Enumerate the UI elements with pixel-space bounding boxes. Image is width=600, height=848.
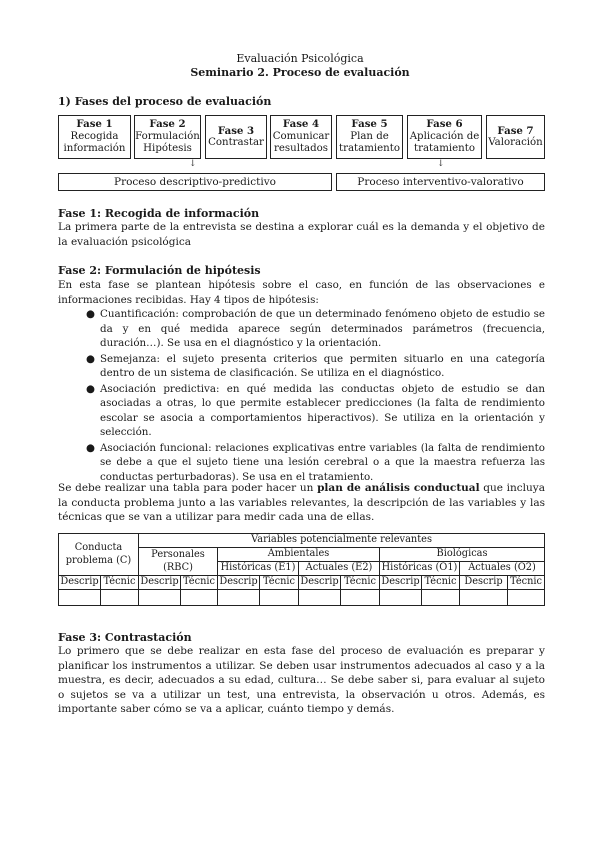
table-cell-tecnic: Técnic — [260, 576, 299, 590]
list-item-text: Semejanza: el sujeto presenta criterios que permiten situarlo en una categoría dentro de un sistema de clasificación. Se utiliza en el diagnóstico. — [100, 352, 545, 379]
table-row-empty — [59, 590, 545, 606]
table-cell-descrip: Descrip — [380, 576, 422, 590]
table-cell-tecnic: Técnic — [101, 576, 139, 590]
process-interventive-box: Proceso interventivo-valorativo — [336, 173, 545, 191]
table-header-personales: Personales (RBC) — [139, 548, 218, 576]
list-item — [58, 307, 545, 351]
table-cell-descrip: Descrip — [460, 576, 508, 590]
table-cell-empty — [299, 590, 341, 606]
table-intro — [58, 481, 545, 525]
phase-desc: Comunicar resultados — [272, 130, 330, 155]
table-cell-empty — [380, 590, 422, 606]
down-arrow-icon: ↓ — [437, 159, 445, 169]
table-cell-descrip: Descrip — [139, 576, 181, 590]
bullet-icon: ● — [86, 382, 95, 395]
table-cell-empty — [341, 590, 380, 606]
table-cell-descrip: Descrip — [218, 576, 260, 590]
fase3-text: Lo primero que se debe realizar en esta fase del proceso de evaluación es preparar y planificar los instrumentos a utilizar. Se deben usar instrumentos adecuados al caso y a la muestra, es decir, adecuados a su edad, cultura… Se debe saber si, para evaluar al sujeto o sujetos se va a utilizar un test, una entrevista, la observación u otros. Además, es importante saber cómo se va a aplicar, cuánto tiempo y demás. — [58, 645, 545, 715]
bullet-icon: ● — [86, 352, 95, 365]
fase2-intro: En esta fase se plantean hipótesis sobre el caso, en función de las observaciones e informaciones recibidas. Hay 4 tipos de hipótesis: — [58, 279, 545, 306]
table-cell-tecnic: Técnic — [341, 576, 380, 590]
phase-desc: Plan de tratamiento — [339, 130, 400, 155]
bullet-icon: ● — [86, 441, 95, 454]
table-cell-empty — [139, 590, 181, 606]
list-item-text: Cuantificación: comprobación de que un determinado fenómeno objeto de estudio se da y en qué medida aparece según determinados parámetros (frecuencia, duración…). Se usa en el diagnóstico y la orientación. — [100, 308, 545, 349]
phase-title: Fase 4 — [282, 118, 320, 131]
table-header-variables: Variables potencialmente relevantes — [139, 534, 545, 548]
table-intro-bold: plan de análisis conductual — [317, 482, 480, 494]
table-cell-empty — [59, 590, 101, 606]
table-intro-start: Se debe realizar una tabla para poder hacer un — [58, 482, 318, 494]
phase-desc: Aplicación de tratamiento — [409, 130, 480, 155]
table-header-biologicas: Biológicas — [380, 548, 545, 562]
table-cell-empty — [460, 590, 508, 606]
phase-title: Fase 5 — [351, 118, 388, 131]
list-item-text: Asociación predictiva: en qué medida las conductas objeto de estudio se dan asociadas a otras, lo que permite establecer predicciones (la falta de rendimiento escolar se asocia a comportamientos hiperactivos). Se utiliza en la orientación y selección. — [100, 382, 545, 438]
phase-box-2 — [134, 115, 201, 159]
bullet-icon: ● — [86, 308, 95, 320]
fase1-text: La primera parte de la entrevista se destina a explorar cuál es la demanda y el objetivo de la evaluación psicológica — [58, 221, 545, 248]
table-cell-tecnic: Técnic — [422, 576, 460, 590]
table-row — [59, 534, 545, 548]
phase-box-3 — [205, 115, 267, 159]
phase-title: Fase 6 — [426, 118, 463, 131]
table-cell-empty — [260, 590, 299, 606]
table-cell-empty — [101, 590, 139, 606]
phase-desc: Recogida información — [63, 130, 126, 155]
table-header-historicas-e1: Históricas (E1) — [218, 562, 299, 576]
phase-box-1 — [58, 115, 131, 159]
table-cell-empty — [422, 590, 460, 606]
table-cell-descrip: Descrip — [299, 576, 341, 590]
table-intro-end: que incluya la conducta problema junto a las variables relevantes, la descripción de las variables y las técnicas que se van a utilizar para medir cada una de ellas. — [58, 482, 545, 523]
table-cell-empty — [508, 590, 545, 606]
fase3-heading: Fase 3: Contrastación — [58, 631, 192, 644]
phase-desc: Contrastar — [208, 137, 264, 148]
table-header-conducta: Conducta problema (C) — [59, 534, 139, 576]
table-row — [59, 576, 545, 590]
table-cell-empty — [181, 590, 218, 606]
down-arrow-icon: ↓ — [189, 159, 197, 169]
phase-title: Fase 7 — [497, 124, 534, 137]
phase-desc: Valoración — [488, 137, 543, 148]
phase-box-6 — [407, 115, 482, 159]
table-cell-tecnic: Técnic — [508, 576, 545, 590]
fase2-heading: Fase 2: Formulación de hipótesis — [58, 264, 261, 277]
process-descriptive-box: Proceso descriptivo-predictivo — [58, 173, 332, 191]
document-subtitle: Seminario 2. Proceso de evaluación — [190, 66, 410, 79]
list-item-text: Asociación funcional: relaciones explicativas entre variables (la falta de rendimiento se debe a que el sujeto tiene una lesión cerebral o a que la maestra refuerza las conductas perturbadoras). Se usa en el tratamiento. — [100, 441, 545, 483]
phase-box-7 — [486, 115, 545, 159]
list-item — [58, 382, 545, 440]
behavioral-analysis-table — [58, 533, 545, 606]
table-header-historicas-o1: Históricas (O1) — [380, 562, 460, 576]
table-header-actuales-o2: Actuales (O2) — [460, 562, 545, 576]
list-item — [58, 441, 545, 485]
phase-title: Fase 1 — [76, 118, 113, 131]
list-item — [58, 352, 545, 381]
phase-title: Fase 3 — [217, 124, 255, 137]
fase1-heading: Fase 1: Recogida de información — [58, 207, 260, 220]
phase-desc: Formulación Hipótesis — [135, 130, 200, 155]
table-cell-empty — [218, 590, 260, 606]
document-title: Evaluación Psicológica — [236, 52, 364, 65]
hypothesis-list — [58, 307, 545, 485]
table-cell-descrip: Descrip — [59, 576, 101, 590]
phase-box-5 — [336, 115, 403, 159]
table-cell-tecnic: Técnic — [181, 576, 218, 590]
phase-title: Fase 2 — [149, 118, 186, 131]
phase-box-4 — [270, 115, 332, 159]
table-header-ambientales: Ambientales — [218, 548, 380, 562]
table-header-actuales-e2: Actuales (E2) — [299, 562, 380, 576]
section-heading-fases: 1) Fases del proceso de evaluación — [58, 95, 272, 108]
